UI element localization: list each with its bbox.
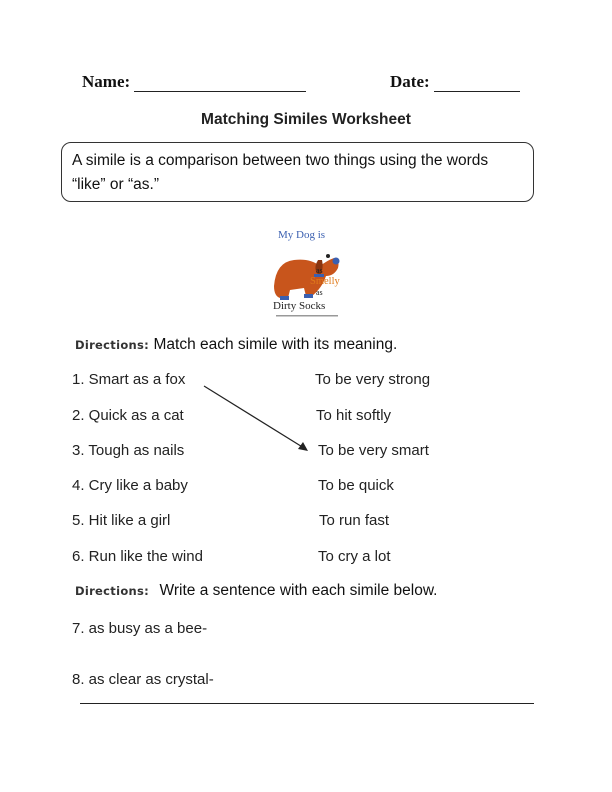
meaning-item: To hit softly bbox=[316, 407, 392, 424]
simile-item: 3. Tough as nails bbox=[72, 442, 185, 459]
simile-item: 1. Smart as a fox bbox=[72, 371, 186, 388]
simile-item: 2. Quick as a cat bbox=[72, 407, 184, 424]
name-blank-line[interactable] bbox=[134, 73, 306, 92]
date-label: Date: bbox=[390, 72, 430, 91]
name-label: Name: bbox=[82, 72, 131, 91]
definition-line-1: A simile is a comparison between two things using the words bbox=[72, 152, 489, 169]
name-field[interactable] bbox=[82, 72, 306, 92]
directions-text: Match each simile with its meaning. bbox=[153, 336, 398, 353]
writing-item: 8. as clear as crystal- bbox=[72, 671, 214, 688]
directions-1 bbox=[75, 336, 397, 354]
date-blank-line[interactable] bbox=[434, 73, 520, 92]
meaning-item: To be very strong bbox=[315, 371, 431, 388]
simile-item: 4. Cry like a baby bbox=[72, 477, 188, 494]
simile-item: 5. Hit like a girl bbox=[72, 512, 171, 529]
simile-item: 6. Run like the wind bbox=[72, 548, 203, 565]
book-title-line-3: Smelly bbox=[310, 276, 340, 287]
directions-label: Directions: bbox=[75, 584, 150, 598]
page-title: Matching Similes Worksheet bbox=[201, 111, 411, 128]
meaning-item: To be very smart bbox=[318, 442, 429, 459]
book-title-line-2: as bbox=[316, 266, 323, 275]
meaning-item: To cry a lot bbox=[318, 548, 391, 565]
answer-line[interactable] bbox=[80, 703, 534, 704]
meaning-item: To run fast bbox=[319, 512, 390, 529]
book-cover-image bbox=[270, 226, 344, 320]
book-title-line-4: as bbox=[316, 288, 323, 297]
definition-line-2: “like” or “as.” bbox=[72, 176, 159, 193]
directions-text: Write a sentence with each simile below. bbox=[159, 582, 438, 599]
meaning-item: To be quick bbox=[318, 477, 394, 494]
date-field[interactable] bbox=[390, 72, 520, 92]
book-title-line-5: Dirty Socks bbox=[273, 300, 326, 312]
directions-2 bbox=[75, 582, 438, 600]
definition-box bbox=[61, 142, 534, 202]
book-title-line-1: My Dog is bbox=[278, 229, 326, 241]
writing-item: 7. as busy as a bee- bbox=[72, 620, 208, 637]
example-arrow bbox=[200, 380, 320, 460]
directions-label: Directions: bbox=[75, 338, 150, 352]
